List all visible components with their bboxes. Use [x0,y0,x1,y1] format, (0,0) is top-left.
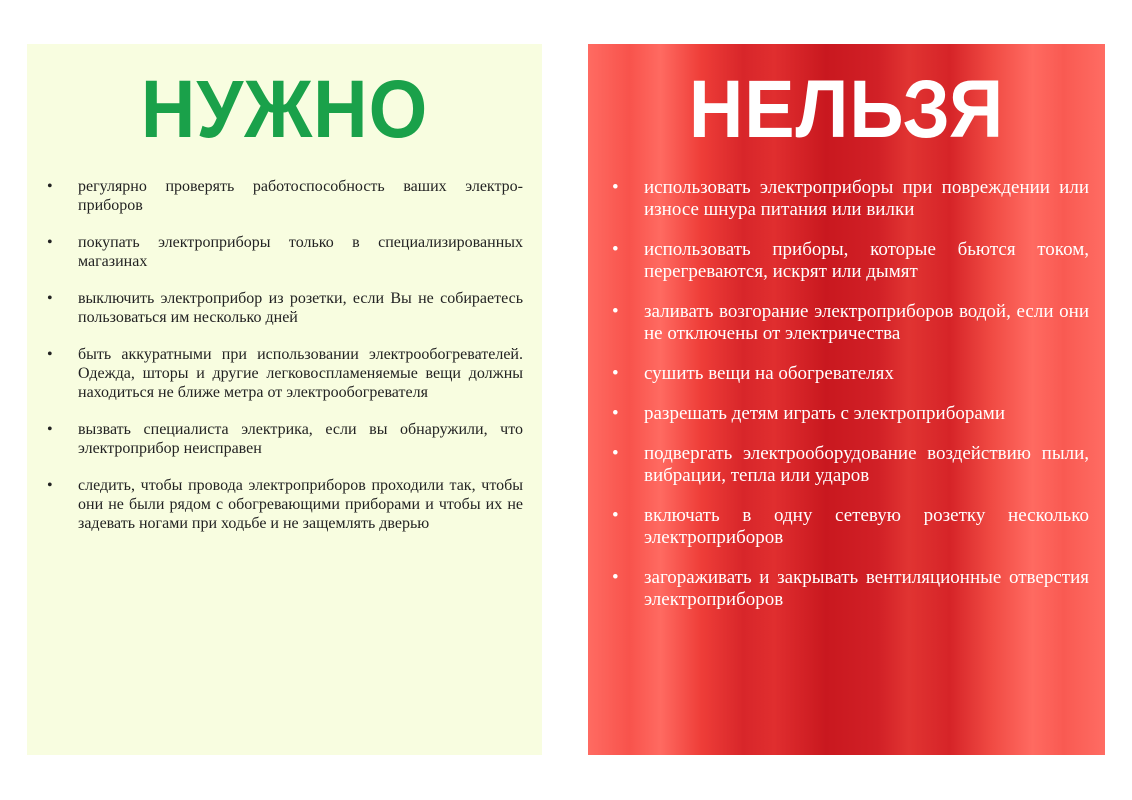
list-item [612,239,1089,283]
bullet-icon: • [47,178,53,195]
list-item-text: выключить электроприбор из розетки, если Вы не собираетесь пользоваться им несколько дней [78,290,523,326]
list-item-text: быть аккуратными при использовании электрообогревателей. Одежда, шторы и другие легковоспламеняемые вещи должны находиться не ближе метра от электрообогревателя [78,346,523,401]
list-item-text: следить, чтобы провода электроприборов проходили так, чтобы они не были рядом с обогревающими приборами и чтобы их не задевать ногами при ходьбе и не защемлять дверью [78,477,523,532]
list-item [47,177,523,215]
list-item-text: подвергать электрооборудование воздействию пыли, вибрации, тепла или ударов [644,443,1089,486]
bullet-icon: • [47,421,53,438]
list-item [612,505,1089,549]
list-item-text: использовать электроприборы при повреждении или износе шнура питания или вилки [644,177,1089,220]
list-item [47,345,523,402]
must-do-heading: НУЖНО [140,64,429,155]
bullet-icon: • [612,443,619,464]
must-not-heading: НЕЛЬЗЯ [688,64,1005,155]
must-do-panel [27,44,542,755]
list-item-text: загораживать и закрывать вентиляционные отверстия электроприборов [644,567,1089,610]
bullet-icon: • [612,567,619,588]
list-item [612,567,1089,611]
list-item-text: использовать приборы, которые бьются током, перегреваются, искрят или дымят [644,239,1089,282]
list-item [612,443,1089,487]
list-item [612,177,1089,221]
bullet-icon: • [612,301,619,322]
bullet-icon: • [612,403,619,424]
must-do-list [47,177,523,551]
list-item [612,301,1089,345]
list-item-text: разрешать детям играть с электроприборами [644,403,1005,424]
list-item-text: покупать электроприборы только в специализированных магазинах [78,234,523,270]
list-item-text: регулярно проверять работоспособность ваших электро-приборов [78,178,523,214]
list-item [47,420,523,458]
must-not-list [612,177,1089,629]
list-item-text: включать в одну сетевую розетку несколько электроприборов [644,505,1089,548]
bullet-icon: • [612,505,619,526]
list-item-text: вызвать специалиста электрика, если вы обнаружили, что электроприбор неисправен [78,421,523,457]
list-item [47,289,523,327]
list-item [612,363,1089,385]
list-item [612,403,1089,425]
bullet-icon: • [47,234,53,251]
bullet-icon: • [47,346,53,363]
list-item-text: заливать возгорание электроприборов водой, если они не отключены от электричества [644,301,1089,344]
bullet-icon: • [47,477,53,494]
bullet-icon: • [47,290,53,307]
bullet-icon: • [612,363,619,384]
list-item [47,476,523,533]
list-item-text: сушить вещи на обогревателях [644,363,894,384]
bullet-icon: • [612,239,619,260]
must-not-panel [588,44,1105,755]
bullet-icon: • [612,177,619,198]
list-item [47,233,523,271]
